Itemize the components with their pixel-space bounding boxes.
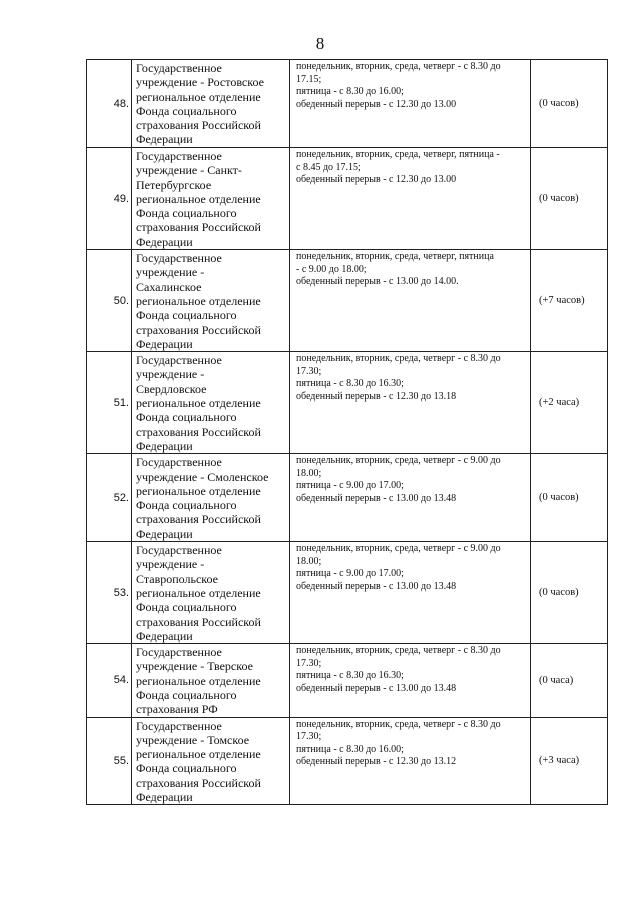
work-schedule: понедельник, вторник, среда, четверг - с 9.00 до 18.00; пятница - с 9.00 до 17.00; обеденный перерыв - с 13.00 до 13.48 (290, 542, 531, 644)
work-schedule: понедельник, вторник, среда, четверг, пятница - с 9.00 до 18.00; обеденный перерыв - с 13.00 до 14.00. (290, 250, 531, 352)
organization-name: Государственное учреждение - Санкт- Петербургское региональное отделение Фонда социального страхования Российской Федерации (132, 148, 290, 250)
row-number: 51. (87, 352, 132, 454)
time-offset: (0 часов) (531, 148, 608, 250)
work-schedule: понедельник, вторник, среда, четверг - с 8.30 до 17.15; пятница - с 8.30 до 16.00; обеденный перерыв - с 12.30 до 13.00 (290, 60, 531, 148)
row-number: 48. (87, 60, 132, 148)
row-number: 52. (87, 454, 132, 542)
time-offset: (0 часов) (531, 60, 608, 148)
work-schedule: понедельник, вторник, среда, четверг - с 8.30 до 17.30; пятница - с 8.30 до 16.30; обеденный перерыв - с 13.00 до 13.48 (290, 644, 531, 717)
table-row (87, 250, 608, 352)
organization-name: Государственное учреждение - Сахалинское региональное отделение Фонда социального страхования Российской Федерации (132, 250, 290, 352)
row-number: 53. (87, 542, 132, 644)
time-offset: (+7 часов) (531, 250, 608, 352)
table-row (87, 352, 608, 454)
row-number: 55. (87, 717, 132, 805)
table-row (87, 60, 608, 148)
table-row (87, 644, 608, 717)
organization-name: Государственное учреждение - Свердловское региональное отделение Фонда социального страхования Российской Федерации (132, 352, 290, 454)
table-row (87, 542, 608, 644)
row-number: 54. (87, 644, 132, 717)
time-offset: (+3 часа) (531, 717, 608, 805)
work-schedule: понедельник, вторник, среда, четверг - с 8.30 до 17.30; пятница - с 8.30 до 16.00; обеденный перерыв - с 12.30 до 13.12 (290, 717, 531, 805)
organization-name: Государственное учреждение - Ростовское региональное отделение Фонда социального страхования Российской Федерации (132, 60, 290, 148)
organization-name: Государственное учреждение - Ставропольское региональное отделение Фонда социального страхования Российской Федерации (132, 542, 290, 644)
table-row (87, 454, 608, 542)
table-row (87, 148, 608, 250)
row-number: 50. (87, 250, 132, 352)
time-offset: (+2 часа) (531, 352, 608, 454)
organization-name: Государственное учреждение - Тверское региональное отделение Фонда социального страхования РФ (132, 644, 290, 717)
work-schedule: понедельник, вторник, среда, четверг, пятница - с 8.45 до 17.15; обеденный перерыв - с 12.30 до 13.00 (290, 148, 531, 250)
work-schedule: понедельник, вторник, среда, четверг - с 9.00 до 18.00; пятница - с 9.00 до 17.00; обеденный перерыв - с 13.00 до 13.48 (290, 454, 531, 542)
table-row (87, 717, 608, 805)
time-offset: (0 часов) (531, 454, 608, 542)
time-offset: (0 часов) (531, 542, 608, 644)
time-offset: (0 часа) (531, 644, 608, 717)
work-schedule: понедельник, вторник, среда, четверг - с 8.30 до 17.30; пятница - с 8.30 до 16.30; обеденный перерыв - с 12.30 до 13.18 (290, 352, 531, 454)
row-number: 49. (87, 148, 132, 250)
organization-name: Государственное учреждение - Смоленское региональное отделение Фонда социального страхования Российской Федерации (132, 454, 290, 542)
offices-table (86, 59, 608, 805)
organization-name: Государственное учреждение - Томское региональное отделение Фонда социального страхования Российской Федерации (132, 717, 290, 805)
page-number: 8 (315, 34, 325, 53)
